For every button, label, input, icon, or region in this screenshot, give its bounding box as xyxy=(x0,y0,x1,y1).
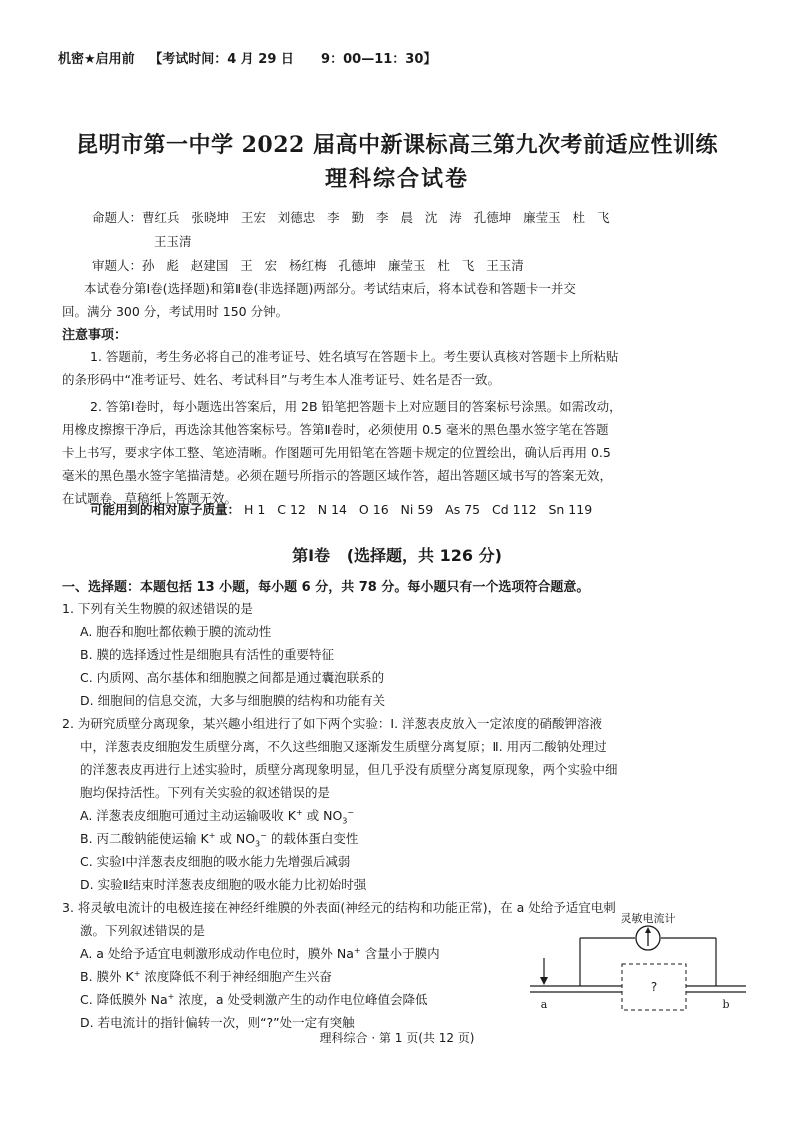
q3-option-d: D. 若电流计的指针偏转一次，则“?”处一定有突触 xyxy=(80,1015,355,1030)
page-subtitle: 理科综合试卷 xyxy=(324,166,469,192)
q2-option-a-sup2: − xyxy=(347,807,355,817)
header-line xyxy=(58,48,446,67)
q2-option-b-sup: + xyxy=(208,830,216,840)
q3-stem-line1: 3. 将灵敏电流计的电极连接在神经纤维膜的外表面(神经元的结构和功能正常)，在 a 处给予适宜电刺 xyxy=(62,900,616,915)
q3-option-a xyxy=(80,944,440,962)
notice-item2-line1: 2. 答第Ⅰ卷时，每小题选出答案后，用 2B 铅笔把答题卡上对应题目的答案标号涂黑。如需改动， xyxy=(90,399,622,414)
galvanometer-figure xyxy=(530,908,746,1028)
q2-stem-line3: 的洋葱表皮再进行上述实验时，质壁分离现象明显，但几乎没有质壁分离复原现象，两个实验中细 xyxy=(80,762,618,777)
q2-option-b-text: B. 丙二酸钠能使运输 K xyxy=(80,831,209,846)
q2-option-b xyxy=(80,829,358,849)
q2-option-c: C. 实验Ⅰ中洋葱表皮细胞的吸水能力先增强后减弱 xyxy=(80,854,351,869)
notice-item2-line3: 卡上书写，要求字体工整、笔迹清晰。作图题可先用铅笔在答题卡规定的位置绘出，确认后再用 0.5 xyxy=(62,445,611,460)
proposers-line2: 王玉清 xyxy=(154,234,192,249)
q2-stem-line4: 胞均保持活性。下列有关实验的叙述错误的是 xyxy=(80,785,331,800)
q2-stem-line2: 中，洋葱表皮细胞发生质壁分离，不久这些细胞又逐渐发生质壁分离复原；Ⅱ. 用丙二酸钠处理过 xyxy=(80,739,607,754)
q2-option-b-sub: 3 xyxy=(255,839,261,849)
page-footer: 理科综合 · 第 1 页(共 12 页) xyxy=(319,1031,475,1045)
q3-stem-line2: 激。下列叙述错误的是 xyxy=(80,923,206,938)
figure-label: 灵敏电流计 xyxy=(620,912,676,925)
q2-option-b-post: 的载体蛋白变性 xyxy=(266,831,359,846)
q3-option-b xyxy=(80,967,332,985)
q3-option-b-post: 浓度降低不利于神经细胞产生兴奋 xyxy=(140,969,332,984)
section-instruction: 一、选择题：本题包括 13 小题，每小题 6 分，共 78 分。每小题只有一个选项符合题意。 xyxy=(62,580,590,595)
q2-option-a-sub: 3 xyxy=(342,816,348,826)
q1-option-d: D. 细胞间的信息交流，大多与细胞膜的结构和功能有关 xyxy=(80,693,386,708)
q3-option-a-sup: + xyxy=(353,945,361,955)
q2-option-a-mid: 或 NO xyxy=(302,808,343,823)
q3-option-c xyxy=(80,990,427,1008)
q2-stem-line1: 2. 为研究质壁分离现象，某兴趣小组进行了如下两个实验：Ⅰ. 洋葱表皮放入一定浓度的硝酸钾溶液 xyxy=(62,716,603,731)
notice-item1-line2: 的条形码中“准考证号、姓名、考试科目”与考生本人准考证号、姓名是否一致。 xyxy=(62,372,500,387)
q3-option-b-text: B. 膜外 K xyxy=(80,969,134,984)
intro-line2: 回。满分 300 分，考试用时 150 分钟。 xyxy=(62,304,289,319)
point-a-label: a xyxy=(540,998,548,1011)
atomic-mass-label: 可能用到的相对原子质量： xyxy=(90,502,241,517)
q1-option-b: B. 膜的选择透过性是细胞具有活性的重要特征 xyxy=(80,647,335,662)
notice-item2-line2: 用橡皮擦擦干净后，再选涂其他答案标号。答第Ⅱ卷时，必须使用 0.5 毫米的黑色墨水签字笔在答题 xyxy=(62,422,609,437)
page-title: 昆明市第一中学 2022 届高中新课标高三第九次考前适应性训练 xyxy=(75,132,719,158)
q2-option-a xyxy=(80,806,354,826)
atomic-mass-values: H 1 C 12 N 14 O 16 Ni 59 As 75 Cd 112 Sn 119 xyxy=(244,502,593,517)
unknown-region-mark: ? xyxy=(650,980,658,994)
q3-option-c-sup: + xyxy=(167,991,175,1001)
q2-option-b-mid: 或 NO xyxy=(215,831,256,846)
secret-label: 机密★启用前 xyxy=(58,52,135,67)
atomic-mass-line xyxy=(90,500,592,518)
q1-option-c: C. 内质网、高尔基体和细胞膜之间都是通过囊泡联系的 xyxy=(80,670,385,685)
notice-item2-line4: 毫米的黑色墨水签字笔描清楚。必须在题号所指示的答题区域作答，超出答题区域书写的答案无效， xyxy=(62,468,613,483)
q2-option-a-sup: + xyxy=(295,807,303,817)
notice-item2-line5: 在试题卷、草稿纸上答题无效。 xyxy=(62,491,238,506)
stimulus-arrow-icon xyxy=(540,977,548,985)
q3-option-a-text: A. a 处给予适宜电刺激形成动作电位时，膜外 Na xyxy=(80,946,354,961)
q1-stem: 1. 下列有关生物膜的叙述错误的是 xyxy=(62,601,253,616)
q2-option-b-sup2: − xyxy=(260,830,267,840)
proposers-line1: 命题人：曹红兵 张晓坤 王宏 刘德忠 李 勤 李 晨 沈 涛 孔德坤 廉莹玉 杜 飞 xyxy=(92,210,610,225)
notice-title: 注意事项： xyxy=(62,328,128,343)
exam-time: 【考试时间：4 月 29 日 9：00—11：30】 xyxy=(149,52,437,67)
q3-option-b-sup: + xyxy=(133,968,141,978)
q3-option-a-post: 含量小于膜内 xyxy=(360,946,440,961)
point-b-label: b xyxy=(722,998,730,1011)
intro-line1: 本试卷分第Ⅰ卷(选择题)和第Ⅱ卷(非选择题)两部分。考试结束后，将本试卷和答题卡一并交 xyxy=(84,281,576,296)
q3-option-c-text: C. 降低膜外 Na xyxy=(80,992,168,1007)
q1-option-a: A. 胞吞和胞吐都依赖于膜的流动性 xyxy=(80,624,272,639)
reviewers-line: 审题人：孙 彪 赵建国 王 宏 杨红梅 孔德坤 廉莹玉 杜 飞 王玉清 xyxy=(92,258,524,273)
q2-option-d: D. 实验Ⅱ结束时洋葱表皮细胞的吸水能力比初始时强 xyxy=(80,877,367,892)
q2-option-a-text: A. 洋葱表皮细胞可通过主动运输吸收 K xyxy=(80,808,296,823)
q3-option-c-post: 浓度，a 处受刺激产生的动作电位峰值会降低 xyxy=(174,992,428,1007)
section-title: 第Ⅰ卷 (选择题，共 126 分) xyxy=(292,546,502,565)
notice-item1-line1: 1. 答题前，考生务必将自己的准考证号、姓名填写在答题卡上。考生要认真核对答题卡上所粘贴 xyxy=(90,349,619,364)
